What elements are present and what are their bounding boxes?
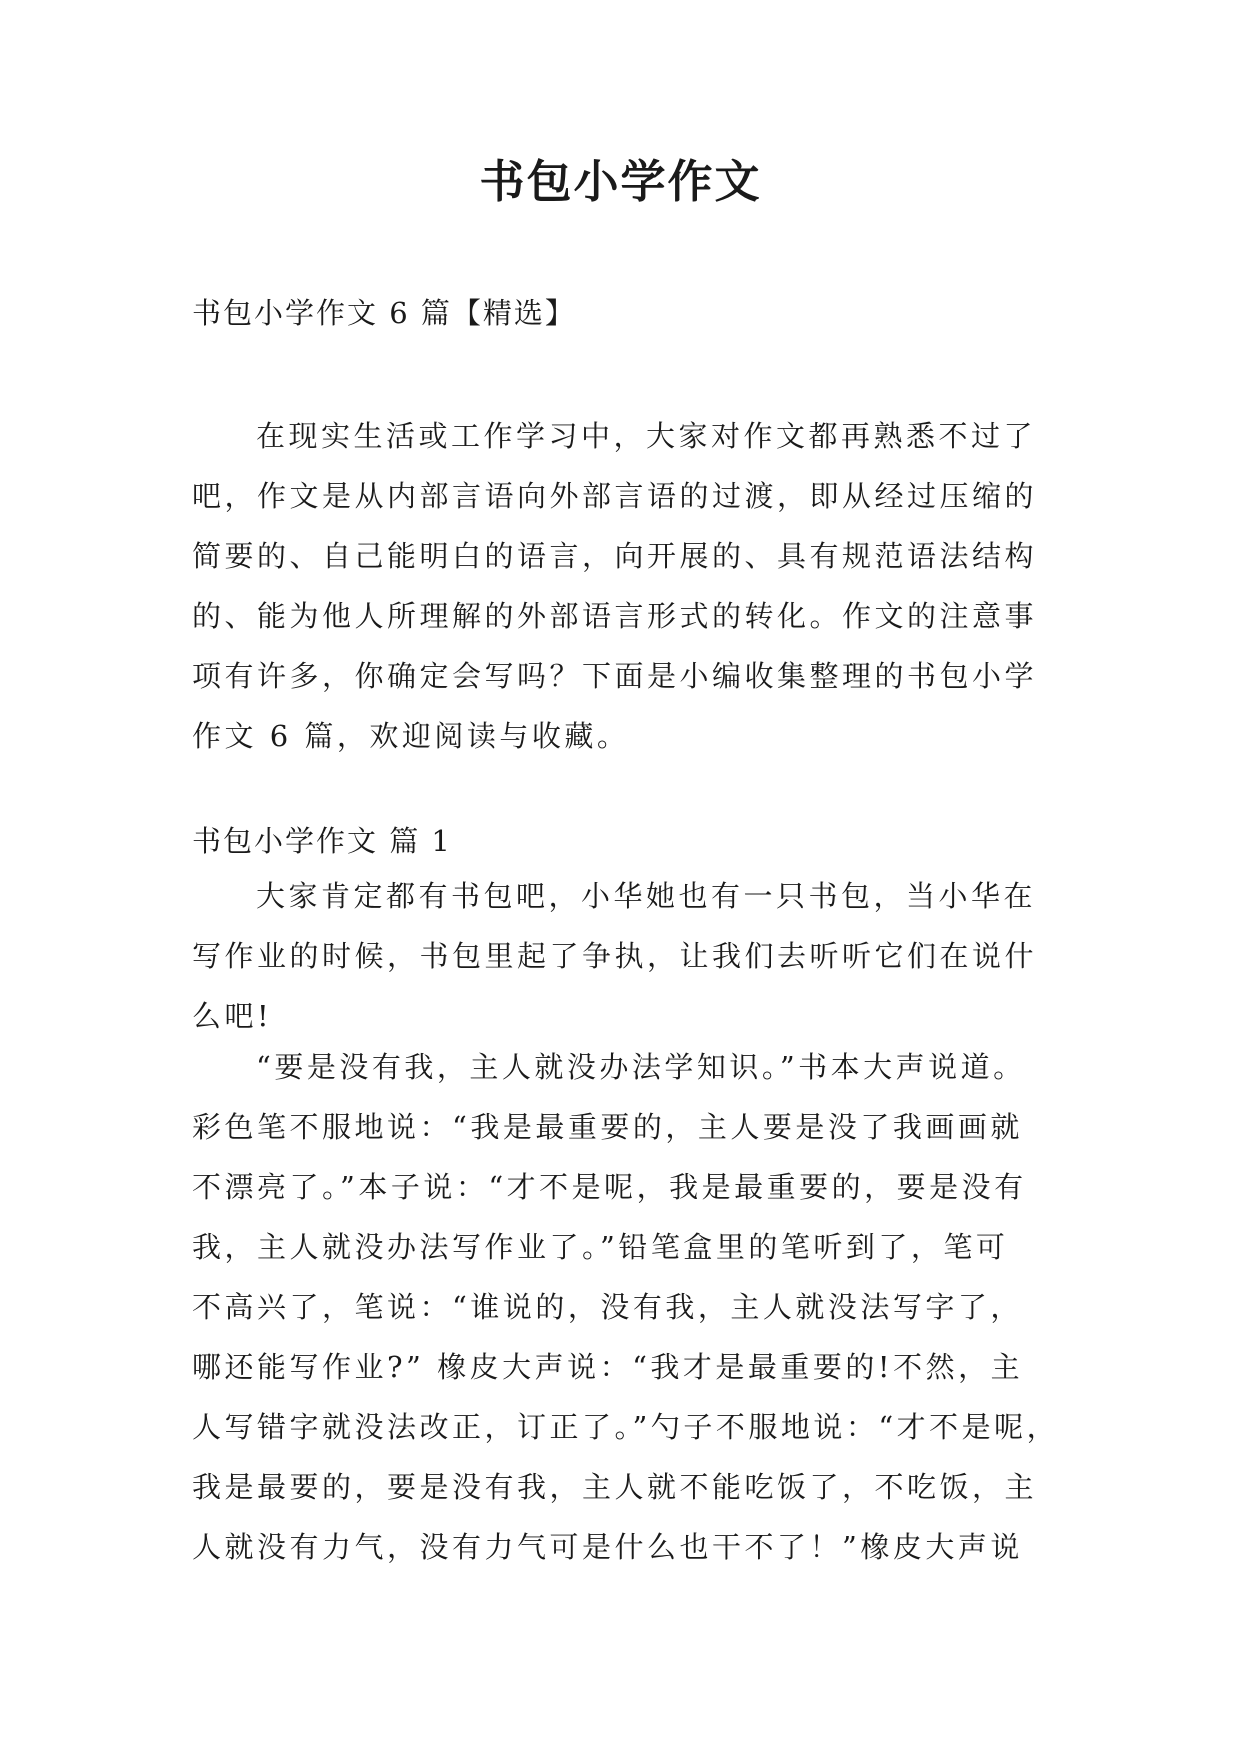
paragraph-line: 么吧! <box>192 999 273 1033</box>
paragraph-line: 我，主人就没办法写作业了。”铅笔盒里的笔听到了，笔可 <box>192 1230 1009 1264</box>
intro-line: 的、能为他人所理解的外部语言形式的转化。作文的注意事 <box>192 599 1038 633</box>
paragraph-line: 人就没有力气，没有力气可是什么也干不了！”橡皮大声说 <box>192 1530 1023 1564</box>
paragraph-line: 我是最要的，要是没有我，主人就不能吃饭了，不吃饭，主 <box>192 1470 1038 1504</box>
intro-line: 在现实生活或工作学习中，大家对作文都再熟悉不过了 <box>256 419 1037 453</box>
section-heading: 书包小学作文 篇 1 <box>192 824 452 858</box>
paragraph-line: “要是没有我，主人就没办法学知识。”书本大声说道。 <box>256 1050 1026 1084</box>
section1-paragraph-2 <box>192 1037 1058 1577</box>
paragraph-line: 大家肯定都有书包吧，小华她也有一只书包，当小华在 <box>256 879 1037 913</box>
section1-paragraph-1 <box>192 866 1058 1046</box>
paragraph-line: 人写错字就没法改正，订正了。”勺子不服地说：“才不是呢， <box>192 1410 1060 1444</box>
intro-line: 作文 6 篇，欢迎阅读与收藏。 <box>192 719 630 753</box>
paragraph-line: 不漂亮了。”本子说：“才不是呢，我是最重要的，要是没有 <box>192 1170 1027 1204</box>
intro-line: 吧，作文是从内部言语向外部言语的过渡，即从经过压缩的 <box>192 479 1038 513</box>
intro-paragraph <box>192 406 1058 766</box>
document-subtitle: 书包小学作文 6 篇【精选】 <box>192 296 576 330</box>
intro-line: 项有许多，你确定会写吗？下面是小编收集整理的书包小学 <box>192 659 1038 693</box>
paragraph-line: 不高兴了，笔说：“谁说的，没有我，主人就没法写字了， <box>192 1290 1023 1324</box>
paragraph-line: 哪还能写作业?” 橡皮大声说：“我才是最重要的!不然，主 <box>192 1350 1024 1384</box>
paragraph-line: 彩色笔不服地说：“我是最重要的，主人要是没了我画画就 <box>192 1110 1023 1144</box>
document-title: 书包小学作文 <box>479 155 762 208</box>
paragraph-line: 写作业的时候，书包里起了争执，让我们去听听它们在说什 <box>192 939 1038 973</box>
intro-line: 简要的、自己能明白的语言，向开展的、具有规范语法结构 <box>192 539 1038 573</box>
